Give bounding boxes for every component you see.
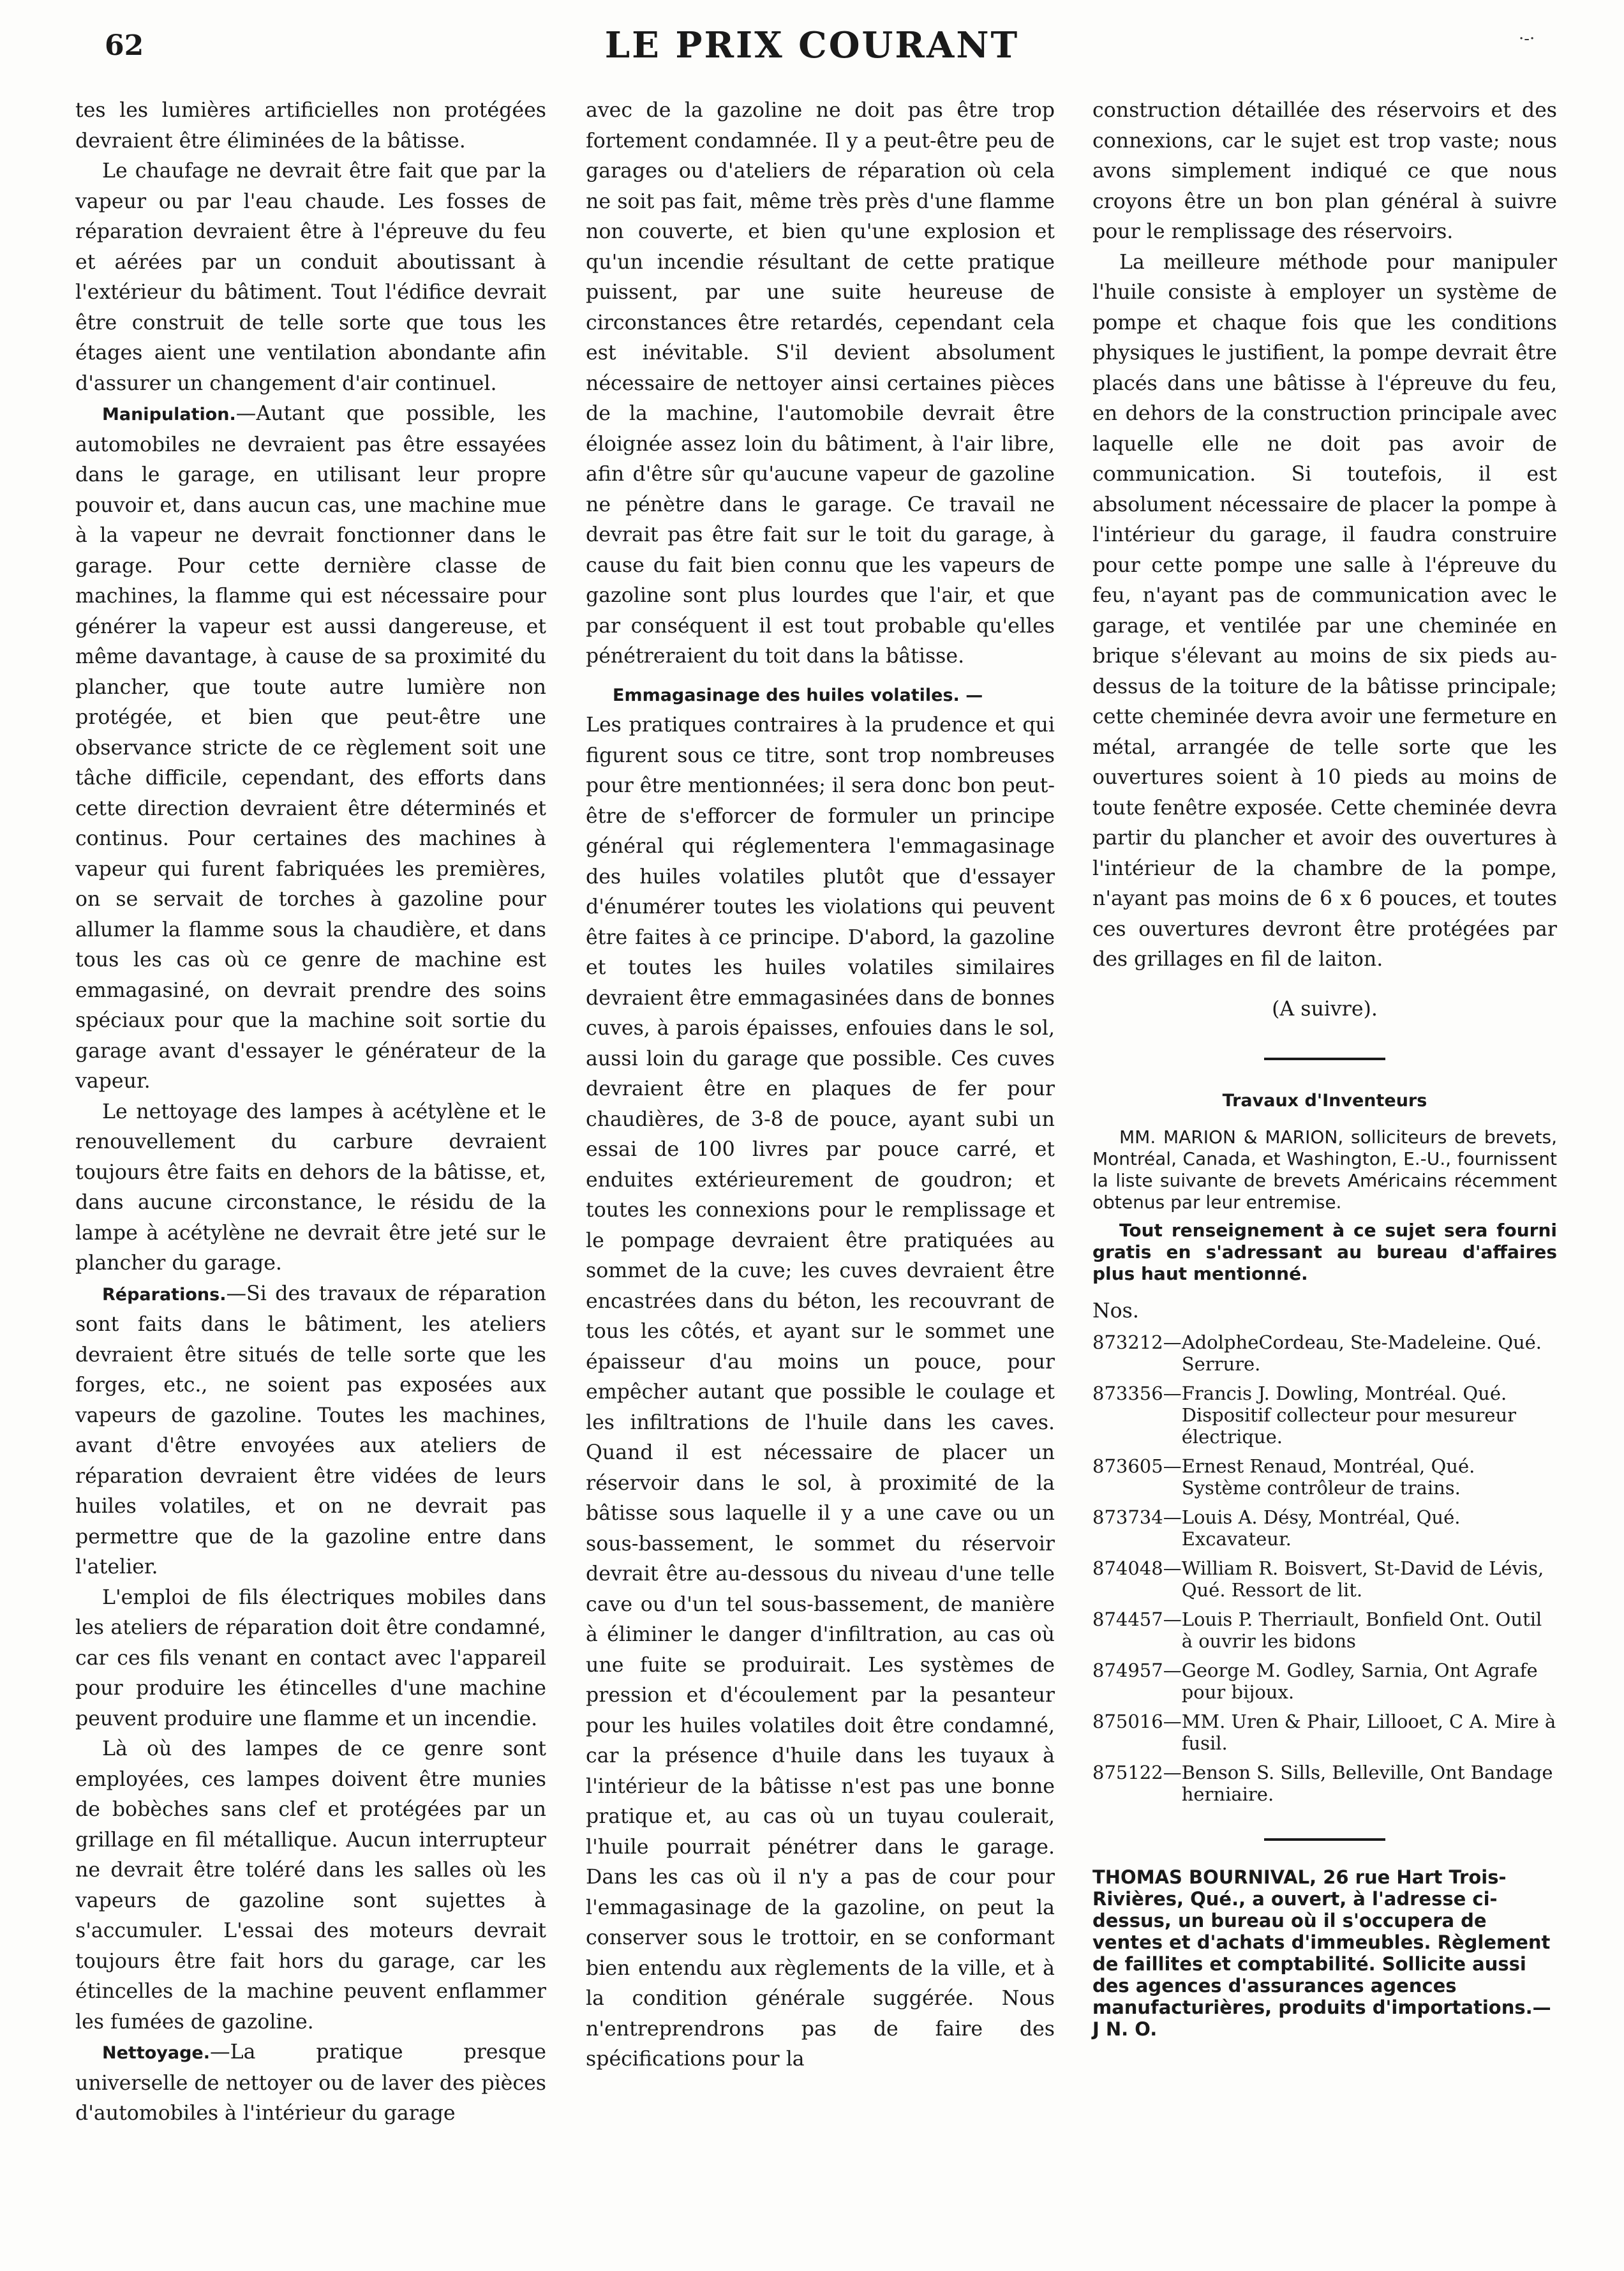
patent-number: 873605—: [1092, 1455, 1182, 1477]
patent-number: 875016—: [1092, 1711, 1182, 1732]
list-item: [1092, 1455, 1557, 1499]
list-item: [1092, 1711, 1557, 1754]
column-3: [1092, 96, 1557, 2040]
col1-paragraph: Là où des lampes de ce genre sont employées, ces lampes doivent être munies de bobèches sans clef et protégées par un grillage en fil métallique. Aucun interrupteur ne devrait être toléré dans les salles où les vapeurs de gazoline sont sujettes à s'accumuler. L'essai des moteurs devrait toujours être fait hors du garage, car les étincelles de la machine peuvent enflammer les fumées de gazoline.: [75, 1737, 546, 2034]
patent-holder: AdolpheCordeau, Ste-Madeleine.: [1181, 1331, 1492, 1353]
patent-description: Excavateur.: [1181, 1528, 1292, 1550]
patent-holder: Benson S. Sills, Belleville, Ont: [1181, 1762, 1465, 1783]
patent-holder: Louis A. Désy, Montréal, Qué.: [1181, 1506, 1461, 1528]
patent-holder: William R. Boisvert, St-David de: [1181, 1557, 1483, 1579]
patent-description: Qué. Serrure.: [1181, 1331, 1542, 1375]
section-text: —Autant que possible, les automobiles ne devraient pas être essayées dans le garage, en utilisant leur propre pouvoir et, dans aucun cas, une machine mue à la vapeur ne devrait fonctionner dans le garage. Pour cette dernière classe de machines, la flamme qui est nécessaire pour générer la vapeur est aussi dangereuse, et même davantage, à cause de sa proximité du plancher, que toute autre lumière non protégée, et bien que peut-être une observance stricte de ce règlement soit une tâche difficile, cependant, des efforts dans cette direction devraient être déterminés et continus. Pour certaines des machines à vapeur qui furent fabriquées les premières, on se servait de torches à gazoline pour allumer la flamme sous la chaudière, et dans tous les cas où ce genre de machine est emmagasiné, on devrait prendre des soins spéciaux pour que la machine soit sortie du garage avant d'essayer le générateur de la vapeur.: [75, 402, 546, 1093]
patent-description: A. Mire à fusil.: [1181, 1711, 1556, 1754]
patent-description: Agrafe pour bijoux.: [1181, 1660, 1538, 1703]
page-header: [0, 24, 1624, 75]
section-heading: Travaux d'Inventeurs: [1222, 1091, 1427, 1111]
patent-description: Lévis, Qué. Ressort de lit.: [1181, 1557, 1544, 1601]
column-2: [586, 96, 1055, 2075]
section-heading: [586, 680, 1055, 711]
patent-description: Qué. Dispositif collecteur pour mesureur électrique.: [1181, 1383, 1516, 1448]
divider: [1264, 1058, 1385, 1060]
run-in-heading: Emmagasinage des huiles volatiles. —: [613, 685, 983, 705]
col3-paragraph: construction détaillée des réservoirs et des connexions, car le sujet est trop vaste; nous avons simplement indiqué ce que nous croyons être un bon plan général à suivre pour le remplissage des réservoirs.: [1092, 99, 1557, 243]
run-in-heading: Manipulation.: [102, 405, 236, 424]
patent-number: 874957—: [1092, 1660, 1182, 1681]
list-item: [1092, 1383, 1557, 1448]
col2-paragraph: avec de la gazoline ne doit pas être trop fortement condamnée. Il y a peut-être peu de garages ou d'ateliers de réparation où cela ne soit pas fait, même très près d'une flamme non couverte, et bien qu'une explosion et qu'un incendie résultant de cette pratique puissent, par une suite heureuse de circonstances être retardés, cependant cela est inévitable. S'il devient absolument nécessaire de nettoyer ainsi certaines pièces de la machine, l'automobile devrait être éloignée assez loin du bâtiment, à l'air libre, afin d'être sûr qu'aucune vapeur de gazoline ne pénètre dans le garage. Ce travail ne devrait pas être fait sur le toit du garage, à cause du fait bien connu que les vapeurs de gazoline sont plus lourdes que l'air, et que par conséquent il est tout probable qu'elles pénétreraient du toit dans la bâtisse.: [586, 99, 1055, 668]
patent-holder: George M. Godley, Sarnia, Ont: [1181, 1660, 1469, 1681]
patent-number: 874457—: [1092, 1608, 1182, 1630]
reparations-section: [75, 1279, 546, 1583]
column-1: [75, 96, 546, 2129]
col2-paragraph: Les pratiques contraires à la prudence et qui figurent sous ce titre, sont trop nombreuses pour être mentionnées; il sera donc bon peut-être de s'efforcer de formuler un principe général qui réglementera l'emmagasinage des huiles volatiles plutôt que d'essayer d'énumérer toutes les violations qui peuvent être faites à ce principe. D'abord, la gazoline et toutes les huiles volatiles similaires devraient être emmagasinées dans de bonnes cuves, à parois épaisses, enfouies dans le sol, aussi loin du garage que possible. Ces cuves devraient être en plaques de fer pour chaudières, de 3-8 de pouce, ayant subi un essai de 100 livres par pouce carré, et enduites extérieurement de goudron; et toutes les connexions pour le remplissage et le pompage devraient être pratiquées au sommet de la cuve; les cuves devraient être encastrées dans du béton, les recouvrant de tous les côtés, et ayant sur le sommet une épaisseur d'au moins un pouce, pour empêcher autant que possible le coulage et les infiltrations de l'huile dans les caves. Quand il est nécessaire de placer un réservoir dans le sol, à proximité de la bâtisse sous laquelle il y a une cave ou un sous-bassement, le sommet du réservoir devrait être au-dessous du niveau d'une telle cave ou d'un tel sous-bassement, de manière à éliminer le danger d'infiltration, au cas où une fuite se produirait. Les systèmes de pression et d'écoulement par la pesanteur pour les huiles volatiles doit être condamné, car la présence d'huile dans les tuyaux à l'intérieur de la bâtisse n'est pas une bonne pratique et, au cas où un tuyau coulerait, l'huile pourrait pénétrer dans le garage. Dans les cas où il n'y a pas de cour pour l'emmagasinage de la gazoline, on peut la conserver sous le trottoir, en se conformant bien entendu aux règlements de la ville, et à la condition générale suggérée. Nous n'entreprendrons pas de faire des spécifications pour la: [586, 714, 1055, 2071]
inventors-intro: MM. MARION & MARION, solliciteurs de brevets, Montréal, Canada, et Washington, E.-U., fournissent la liste suivante de brevets Américains récemment obtenus par leur entremise.: [1092, 1126, 1557, 1213]
page-number: 62: [105, 29, 144, 62]
patent-number: 873356—: [1092, 1383, 1182, 1404]
col1-paragraph: L'emploi de fils électriques mobiles dans les ateliers de réparation doit être condamné, car ces fils venant en contact avec l'appareil pour produire les étincelles d'une machine peuvent produire une flamme et un incendie.: [75, 1585, 546, 1730]
patent-holder: MM. Uren & Phair, Lillooet, C: [1181, 1711, 1464, 1732]
patent-number: 873734—: [1092, 1506, 1182, 1528]
patent-description: Ont. Outil à ouvrir les bidons: [1181, 1608, 1542, 1652]
patent-number: 874048—: [1092, 1557, 1182, 1579]
list-item: [1092, 1506, 1557, 1550]
patent-number: 875122—: [1092, 1762, 1182, 1783]
patent-description: Système contrôleur de trains.: [1181, 1477, 1461, 1499]
run-in-heading: Réparations.: [102, 1284, 227, 1305]
nettoyage-section: [75, 2037, 546, 2129]
business-notice: THOMAS BOURNIVAL, 26 rue Hart Trois-Rivières, Qué., a ouvert, à l'adresse ci-dessus, un bureau où il s'occupera de ventes et d'achats d'immeubles. Règlement de faillites et comptabilité. Sollicite aussi des agences d'assurances agences manufacturières, produits d'importations.—J N. O.: [1092, 1866, 1551, 2040]
corner-mark: ·‑·: [1519, 29, 1535, 49]
patent-number: 873212—: [1092, 1331, 1182, 1353]
patent-holder: Louis P. Therriault, Bonfield: [1181, 1608, 1443, 1630]
divider: [1264, 1838, 1385, 1841]
patent-list: [1092, 1331, 1557, 1805]
col1-paragraph: tes les lumières artificielles non protégées devraient être éliminées de la bâtisse.: [75, 99, 546, 153]
page-title: LE PRIX COURANT: [604, 24, 1020, 66]
to-be-continued: (A suivre).: [1272, 997, 1378, 1021]
list-item: [1092, 1608, 1557, 1652]
inventors-note: Tout renseignement à ce sujet sera fourni gratis en s'adressant au bureau d'affaires plus haut mentionné.: [1092, 1219, 1557, 1284]
patent-list-label: Nos.: [1092, 1299, 1139, 1323]
patent-holder: Ernest Renaud, Montréal, Qué.: [1181, 1455, 1475, 1477]
section-text: —La pratique presque universelle de nettoyer ou de laver des pièces d'automobiles à l'intérieur du garage: [75, 2041, 546, 2125]
col3-paragraph: La meilleure méthode pour manipuler l'huile consiste à employer un système de pompe et chaque fois que les conditions physiques le justifient, la pompe devrait être placés dans une bâtisse à l'épreuve du feu, en dehors de la construction principale avec laquelle elle ne doit pas avoir de communication. Si toutefois, il est absolument nécessaire de placer la pompe à l'intérieur du garage, il faudra construire pour cette pompe une salle à l'épreuve du feu, n'ayant pas de communication avec le garage, et ventilée par une cheminée en brique s'élevant au moins de six pieds au-dessus de la toiture de la bâtisse principale; cette cheminée devra avoir une fermeture en métal, arrangée de telle sorte que les ouvertures soient à 10 pieds au moins de toute fenêtre exposée. Cette cheminée devra partir du plancher et avoir des ouvertures à l'intérieur de la chambre de la pompe, n'ayant pas moins de 6 x 6 pouces, et toutes ces ouvertures devront être protégées par des grillages en fil de laiton.: [1092, 250, 1557, 971]
col1-paragraph: Le nettoyage des lampes à acétylène et le renouvellement du carbure devraient toujours être faits en dehors de la bâtisse, et, dans aucune circonstance, le résidu de la lampe à acétylène ne devrait être jeté sur le plancher du garage.: [75, 1100, 546, 1275]
manipulation-section: [75, 399, 546, 1097]
list-item: [1092, 1660, 1557, 1703]
list-item: [1092, 1557, 1557, 1601]
col1-paragraph: Le chaufage ne devrait être fait que par la vapeur ou par l'eau chaude. Les fosses de réparation devraient être à l'épreuve du feu et aérées par un conduit aboutissant à l'extérieur du bâtiment. Tout l'édifice devrait être construit de telle sorte que tous les étages aient une ventilation abondante afin d'assurer un changement d'air continuel.: [75, 160, 546, 395]
run-in-heading: Nettoyage.: [102, 2043, 210, 2063]
section-text: —Si des travaux de réparation sont faits dans le bâtiment, les ateliers devraient être situés de telle sorte que les forges, etc., ne soient pas exposées aux vapeurs de gazoline. Toutes les machines, avant d'être envoyées aux ateliers de réparation devraient être vidées de leurs huiles volatiles, et on ne devrait pas permettre que de la gazoline entre dans l'atelier.: [75, 1282, 546, 1578]
patent-description: Bandage herniaire.: [1181, 1762, 1553, 1805]
list-item: [1092, 1762, 1557, 1805]
patent-holder: Francis J. Dowling, Montréal.: [1181, 1383, 1457, 1404]
list-item: [1092, 1331, 1557, 1375]
